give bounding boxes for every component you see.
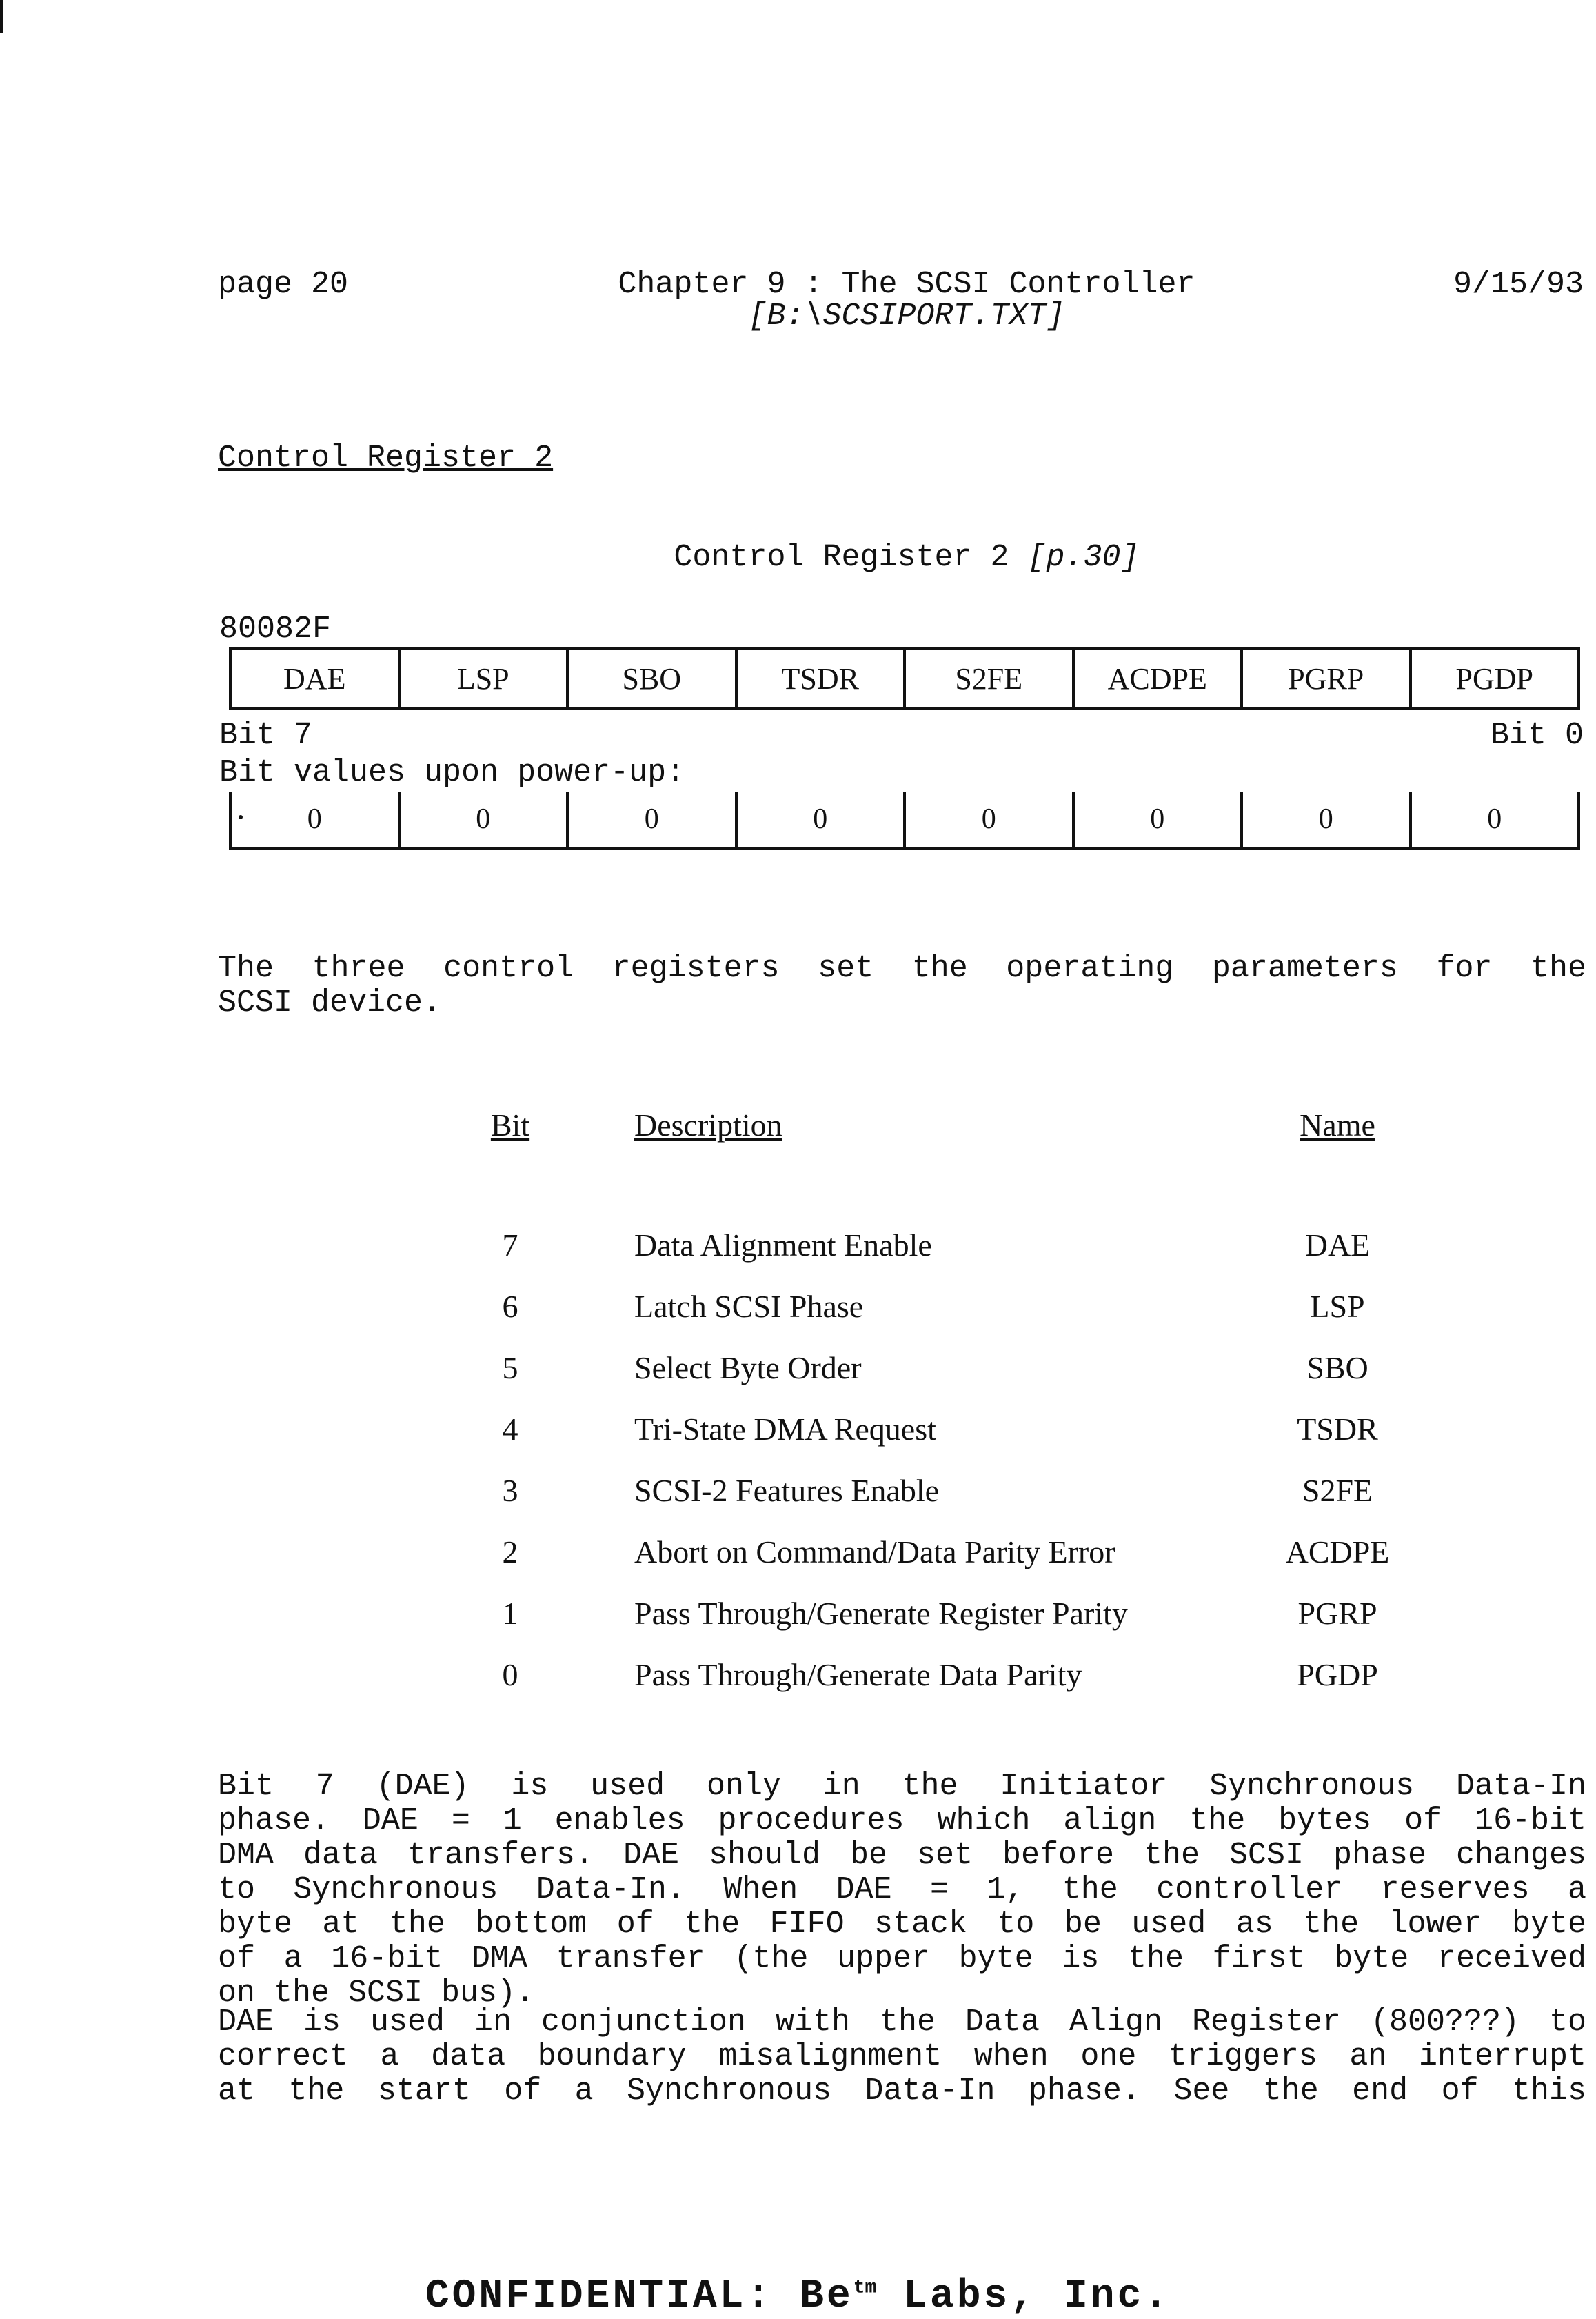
dae-line: DMA data transfers. DAE should be set before the SCSI phase changes: [218, 1838, 1586, 1873]
table-row: [0, 1227, 1596, 1268]
dae-line: Bit 7 (DAE) is used only in the Initiator Synchronous Data-In: [218, 1769, 1586, 1804]
align-line: at the start of a Synchronous Data-In phase. See the end of this: [218, 2074, 1586, 2109]
row-description: Tri-State DMA Request: [634, 1412, 936, 1447]
register-bit-cell: SBO: [566, 650, 735, 707]
row-description: Pass Through/Generate Register Parity: [634, 1596, 1128, 1631]
align-line: correct a data boundary misalignment when one triggers an interrupt: [218, 2039, 1586, 2074]
chapter-title: Chapter 9 : The SCSI Controller: [618, 267, 1195, 302]
row-name: LSP: [1310, 1289, 1365, 1324]
row-description: Abort on Command/Data Parity Error: [634, 1534, 1115, 1569]
footer-suffix: Labs, Inc.: [876, 2274, 1171, 2319]
powerup-value-cell: [398, 792, 567, 847]
row-name: ACDPE: [1285, 1534, 1390, 1569]
intro-paragraph: [218, 952, 1586, 1021]
powerup-value: 0: [1318, 803, 1333, 835]
align-line: DAE is used in conjunction with the Data Align Register (800???) to: [218, 2005, 1586, 2040]
dae-line: on the SCSI bus).: [218, 1976, 535, 2011]
table-row: [0, 1288, 1596, 1329]
row-name: TSDR: [1297, 1412, 1378, 1447]
row-description: SCSI-2 Features Enable: [634, 1473, 940, 1508]
row-bit: 7: [502, 1227, 518, 1263]
powerup-value: 0: [981, 803, 996, 835]
powerup-value-cell: [1240, 792, 1409, 847]
document-date: 9/15/93: [1453, 267, 1584, 302]
dae-line: to Synchronous Data-In. When DAE = 1, the controller reserves a: [218, 1872, 1586, 1907]
bit-high-label: Bit 7: [219, 718, 313, 753]
row-name: S2FE: [1302, 1473, 1373, 1508]
page-edge-mark: [0, 0, 3, 33]
register-bit-cell: ACDPE: [1072, 650, 1241, 707]
table-header-name: Name: [1300, 1107, 1375, 1143]
dae-line: of a 16-bit DMA transfer (the upper byte is the first byte received: [218, 1941, 1586, 1976]
row-bit: 3: [502, 1473, 518, 1508]
powerup-value-cell: [903, 792, 1072, 847]
powerup-value-cell: [735, 792, 904, 847]
row-description: Data Alignment Enable: [634, 1227, 932, 1263]
table-row: [0, 1534, 1596, 1575]
dae-line: phase. DAE = 1 enables procedures which align the bytes of 16-bit: [218, 1803, 1586, 1838]
table-row: [0, 1595, 1596, 1636]
figure-caption-ref: [p.30]: [1027, 540, 1140, 575]
table-header-description: Description: [634, 1107, 782, 1143]
row-bit: 6: [502, 1289, 518, 1324]
source-file-path: [B:\SCSIPORT.TXT]: [748, 299, 1065, 334]
register-bit-cell: LSP: [398, 650, 567, 707]
intro-line: SCSI device.: [218, 985, 442, 1021]
powerup-value: 0: [813, 803, 828, 835]
powerup-value-cell: [566, 792, 735, 847]
table-row: [0, 1411, 1596, 1452]
powerup-value-cell: [1072, 792, 1241, 847]
register-bit-layout: [229, 647, 1580, 710]
dae-paragraph: [218, 1769, 1586, 2011]
powerup-value-cell: [1409, 792, 1581, 847]
powerup-value: 0: [476, 803, 491, 835]
row-description: Select Byte Order: [634, 1350, 862, 1385]
row-name: PGRP: [1297, 1596, 1377, 1631]
row-description: Pass Through/Generate Data Parity: [634, 1657, 1082, 1692]
figure-caption: [0, 541, 1596, 575]
register-bit-cell: TSDR: [735, 650, 904, 707]
row-name: DAE: [1304, 1227, 1371, 1263]
register-bit-cell: DAE: [229, 650, 398, 707]
trademark-mark: tm: [853, 2277, 877, 2299]
powerup-values-row: [229, 792, 1580, 850]
row-bit: 1: [502, 1596, 518, 1631]
row-name: PGDP: [1297, 1657, 1378, 1692]
row-name: SBO: [1306, 1350, 1368, 1385]
table-header-bit: Bit: [490, 1107, 530, 1143]
scan-dot: [239, 815, 243, 819]
table-row: [0, 1656, 1596, 1698]
footer-prefix: CONFIDENTIAL: Be: [425, 2274, 853, 2319]
table-row: [0, 1349, 1596, 1391]
table-row: [0, 1472, 1596, 1514]
dae-line: byte at the bottom of the FIFO stack to be used as the lower byte: [218, 1907, 1586, 1942]
powerup-label: Bit values upon power-up:: [219, 755, 685, 790]
powerup-value: 0: [1150, 803, 1165, 835]
register-bit-cell: S2FE: [903, 650, 1072, 707]
row-bit: 4: [502, 1412, 518, 1447]
data-align-paragraph: [218, 2005, 1586, 2109]
register-bit-cell: PGDP: [1409, 650, 1581, 707]
row-description: Latch SCSI Phase: [634, 1289, 864, 1324]
page-number: page 20: [218, 267, 349, 302]
row-bit: 5: [502, 1350, 518, 1385]
powerup-value: 0: [644, 803, 659, 835]
confidential-footer: [0, 2274, 1596, 2319]
powerup-value-cell: [229, 792, 398, 847]
section-title: Control Register 2: [218, 441, 554, 476]
bit-low-label: Bit 0: [1490, 718, 1584, 753]
register-address: 80082F: [219, 612, 332, 647]
figure-caption-text: Control Register 2: [674, 540, 1009, 575]
intro-line: The three control registers set the operating parameters for the: [218, 951, 1586, 986]
row-bit: 0: [502, 1657, 518, 1692]
powerup-value: 0: [307, 803, 322, 835]
powerup-value: 0: [1487, 803, 1502, 835]
register-bit-cell: PGRP: [1240, 650, 1409, 707]
row-bit: 2: [502, 1534, 518, 1569]
